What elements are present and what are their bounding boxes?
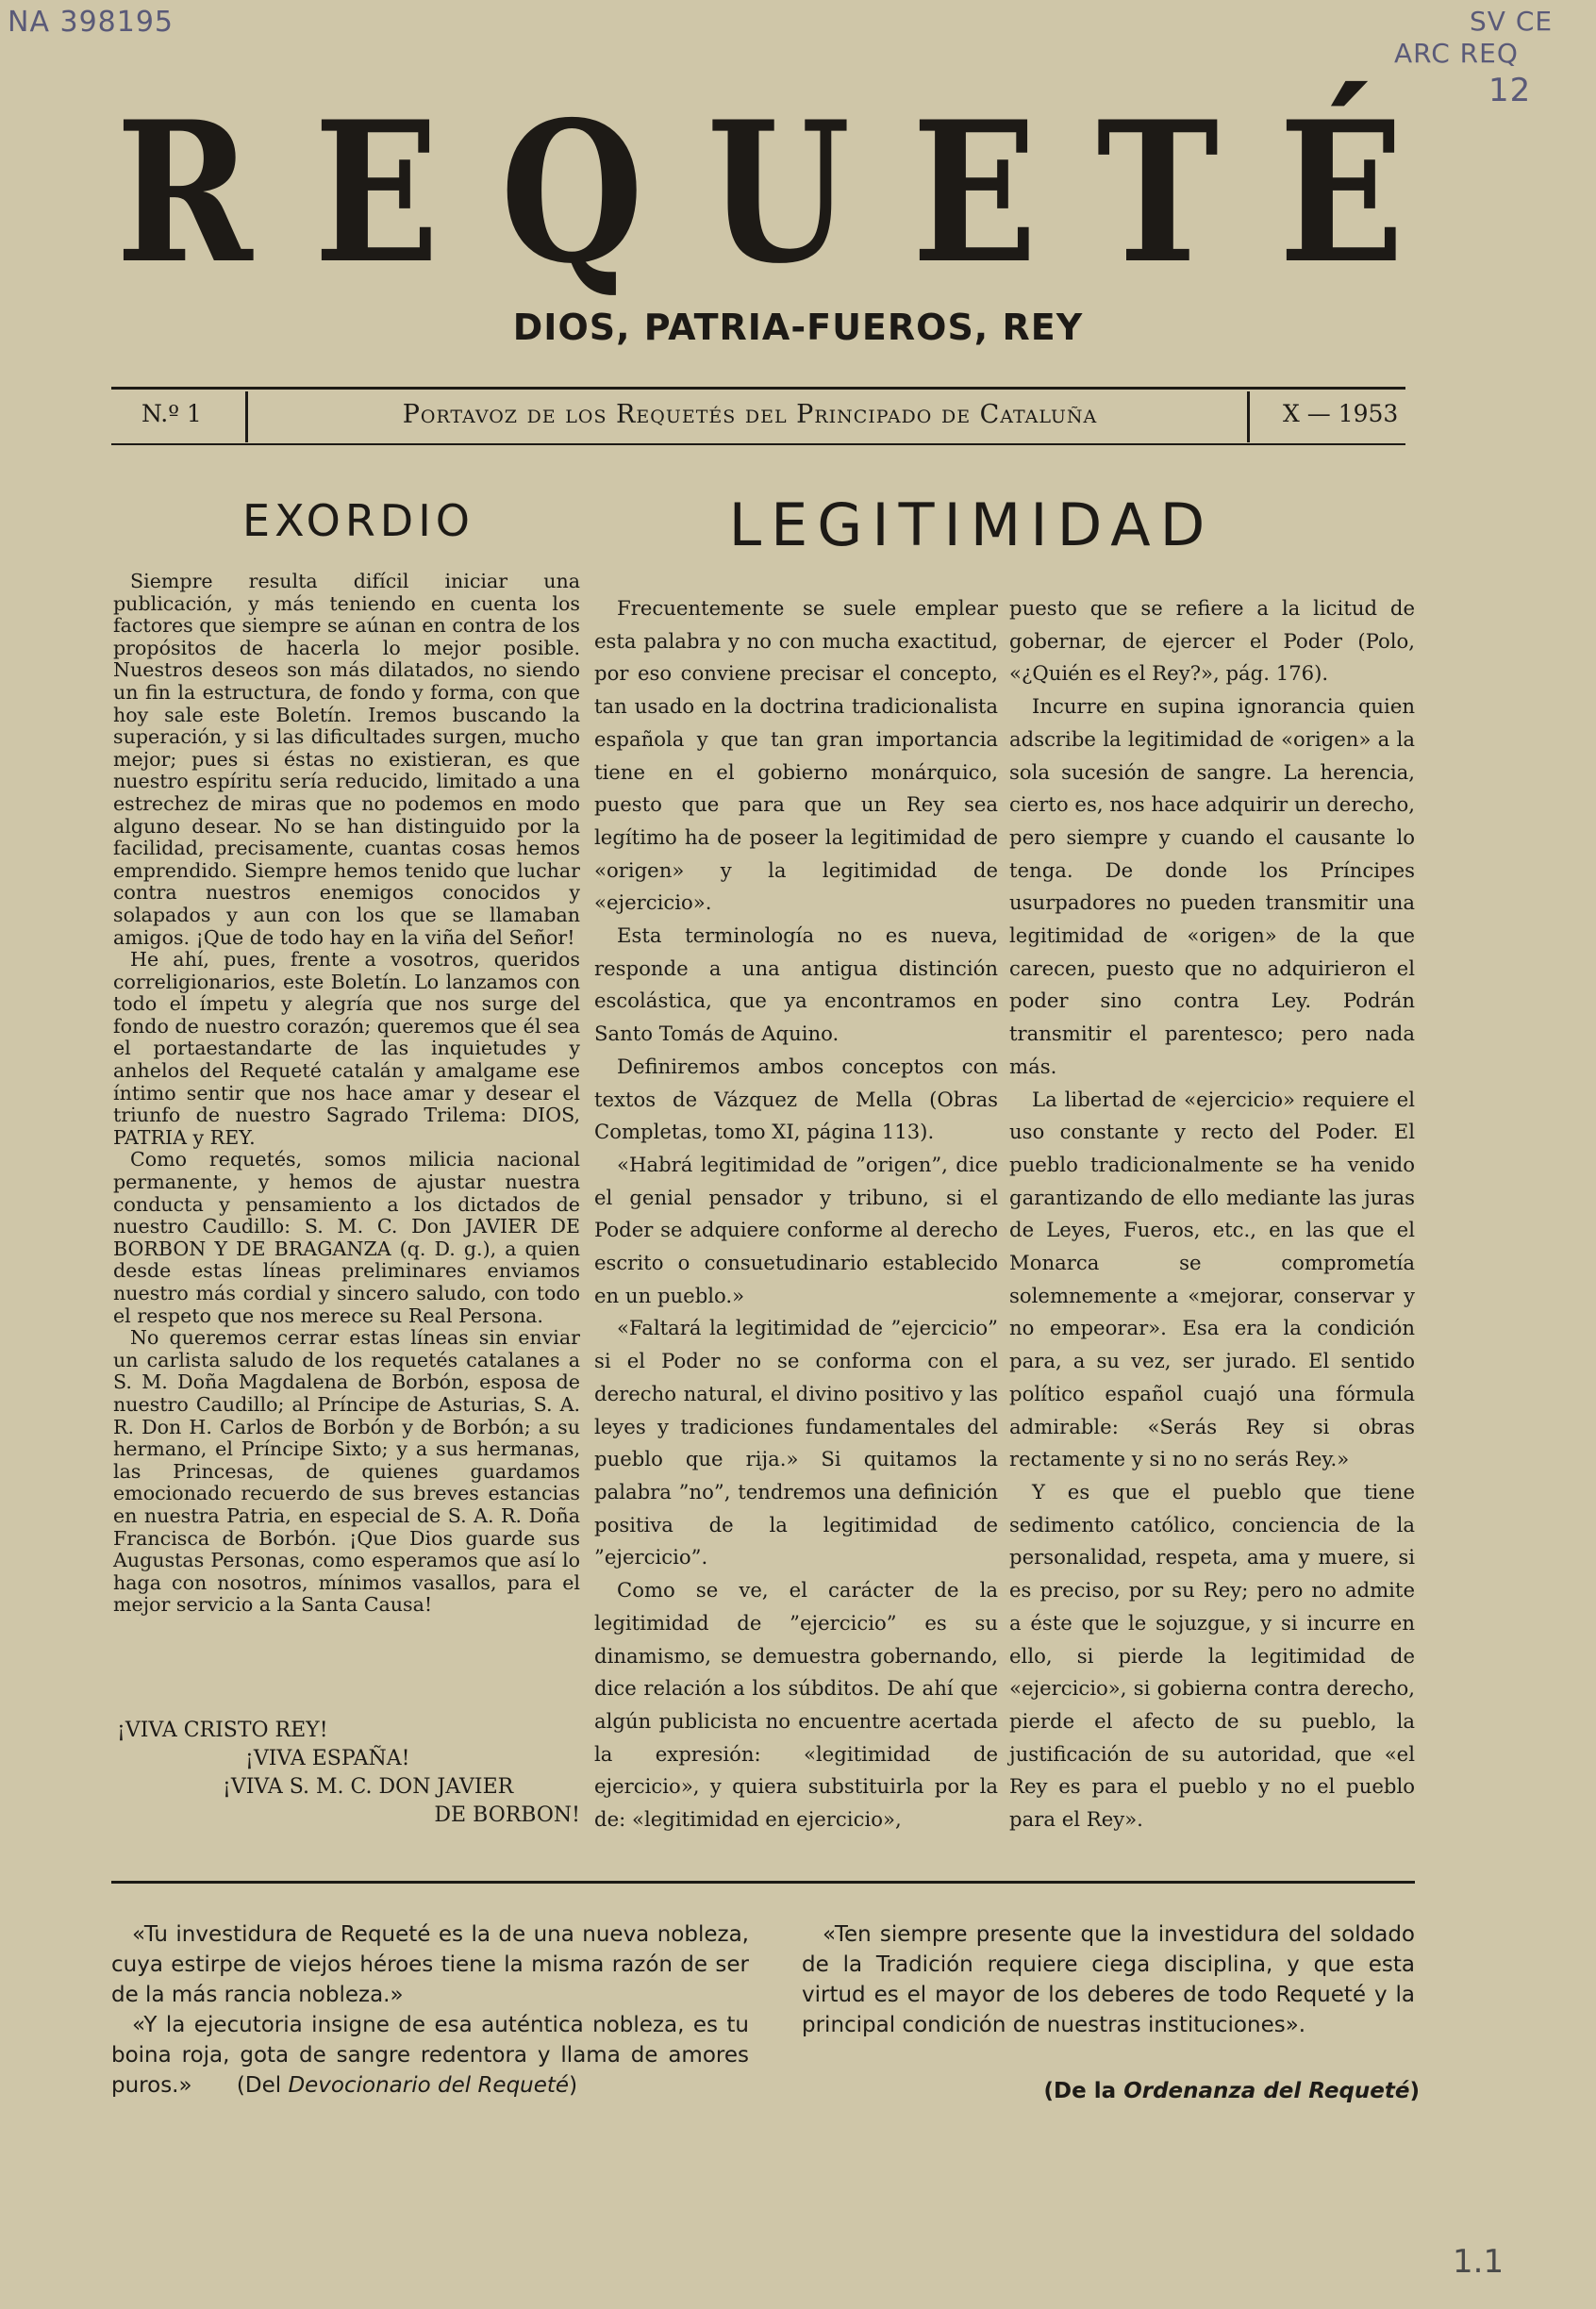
source-prefix: (De la <box>1043 2079 1117 2103</box>
paragraph: Como se ve, el carácter de la legitimidad de ”ejercicio” es su dinamismo, se demuestra gobernando, dice relación a los súbditos. De ahí que algún publicista no encuentre acertada la expresión: «legitimidad de ejercicio», y quiera substituirla por la de: «legitimidad en ejercicio», <box>594 1578 998 1832</box>
source-title: Ordenanza del Requeté <box>1123 2079 1410 2103</box>
masthead-letter: Q <box>500 80 644 307</box>
masthead-letter: E <box>911 80 1038 307</box>
quote-paragraph <box>111 2010 749 2101</box>
source-suffix: ) <box>569 2073 578 2098</box>
source-prefix: (Del <box>236 2073 282 2098</box>
issue-number: N.º 1 <box>141 400 202 427</box>
paragraph: He ahí, pues, frente a vosotros, queridos correligionarios, este Boletín. Lo lanzamos con todo el ímpetu y alegría que nos surge del fondo de nuestro corazón; queremos que él sea el portaestandarte de las inquietudes y anhelos del Requeté catalán y amalgame ese íntimo sentir que nos hace amar y desear el triunfo de nuestro Sagrado Trilema: DIOS, PATRIA y REY. <box>113 948 580 1149</box>
handwritten-page-mark: 1.1 <box>1453 2243 1505 2281</box>
divider <box>111 387 1405 390</box>
paragraph: «Faltará la legitimidad de ”ejercicio” si el Poder no se conforma con el derecho natural, el divino positivo y las leyes y tradiciones fundamentales del pueblo que rija.» Si quitamos la palabra ”no”, tendremos una definición positiva de la legitimidad de ”ejercicio”. <box>594 1316 998 1570</box>
quote-text: «Y la ejecutoria insigne de esa auténtica nobleza, es tu boina roja, gota de sangre redentora y llama de amores puros.» <box>111 2013 749 2098</box>
source-title: Devocionario del Requeté <box>288 2073 570 2098</box>
divider <box>245 391 248 442</box>
handwritten-note: ARC REQ <box>1394 38 1519 69</box>
paragraph: Frecuentemente se suele emplear esta palabra y no con mucha exactitud, por eso conviene precisar el concepto, tan usado en la doctrina tradicionalista española y que tan gran importancia tiene en el gobierno monárquico, puesto que para que un Rey sea legítimo ha de poseer la legitimidad de «origen» y la legitimidad de «ejercicio». <box>594 596 998 915</box>
source-suffix: ) <box>1409 2079 1420 2103</box>
viva-line: ¡VIVA S. M. C. DON JAVIER <box>223 1775 514 1799</box>
legitimidad-title: LEGITIMIDAD <box>728 490 1215 559</box>
quote-devocionario <box>111 1919 749 2101</box>
paragraph: Definiremos ambos conceptos con textos de Vázquez de Mella (Obras Completas, tomo XI, página 113). <box>594 1054 998 1144</box>
exordio-title: EXORDIO <box>242 495 474 546</box>
subtitle: Portavoz de los Requetés del Principado de Cataluña <box>402 400 1098 429</box>
legitimidad-column-1 <box>594 592 998 1836</box>
divider <box>1247 391 1250 442</box>
legitimidad-column-2 <box>1009 592 1415 1836</box>
catalog-number: NA 398195 <box>8 6 175 39</box>
divider <box>111 443 1405 445</box>
masthead-letter: R <box>115 80 253 307</box>
handwritten-note: 12 <box>1488 72 1532 109</box>
paragraph: Incurre en supina ignorancia quien adscribe la legitimidad de «origen» a la sola sucesión de sangre. La herencia, cierto es, nos hace adquirir un derecho, pero siempre y cuando el causante lo tenga. De donde los Príncipes usurpadores no pueden transmitir una legitimidad de «origen» de la que carecen, puesto que no adquirieron el poder sino contra Ley. Podrán transmitir el parentesco; pero nada más. <box>1009 694 1415 1078</box>
motto: DIOS, PATRIA-FUEROS, REY <box>512 307 1084 348</box>
quote-source <box>199 2073 577 2098</box>
quote-paragraph: «Ten siempre presente que la investidura del soldado de la Tradición requiere ciega disciplina, y que esta virtud es el mayor de los deberes de todo Requeté y la principal condición de nuestras instituciones». <box>802 1922 1415 2037</box>
viva-line: ¡VIVA CRISTO REY! <box>117 1719 328 1742</box>
quote-paragraph: «Tu investidura de Requeté es la de una nueva nobleza, cuya estirpe de viejos héroes tiene la misma razón de ser de la más rancia nobleza.» <box>111 1922 749 2007</box>
paragraph: No queremos cerrar estas líneas sin enviar un carlista saludo de los requetés catalanes a S. M. Doña Magdalena de Borbón, esposa de nuestro Caudillo; al Príncipe de Asturias, S. A. R. Don H. Carlos de Borbón y de Borbón; a su hermano, el Príncipe Sixto; y a sus hermanas, las Princesas, de quienes guardamos emocionado recuerdo de sus breves estancias en nuestra Patria, en especial de S. A. R. Doña Francisca de Borbón. ¡Que Dios guarde sus Augustas Personas, como esperamos que así lo haga con nosotros, mínimos vasallos, para el mejor servicio a la Santa Causa! <box>113 1326 580 1617</box>
paragraph: Siempre resulta difícil iniciar una publicación, y más teniendo en cuenta los factores que siempre se aúnan en contra de los propósitos de hacerla lo mejor posible. Nuestros deseos son más dilatados, no siendo un fin la estructura, de fondo y forma, con que hoy sale este Boletín. Iremos buscando la superación, y si las dificultades surgen, mucho mejor; pues si éstas no existieran, es que nuestro espíritu sería reducido, limitado a una estrechez de miras que no podemos en modo alguno desear. No se han distinguido por la facilidad, precisamente, cuantas cosas hemos emprendido. Siempre hemos tenido que luchar contra nuestros enemigos conocidos y solapados y aun con los que se llamaban amigos. ¡Que de todo hay en la viña del Señor! <box>113 570 580 949</box>
paragraph: puesto que se refiere a la licitud de gobernar, de ejercer el Poder (Polo, «¿Quién es el Rey?», pág. 176). <box>1009 596 1415 686</box>
masthead-letter: E <box>313 80 440 307</box>
masthead-letter: É <box>1278 80 1405 307</box>
masthead-letter: T <box>1096 80 1220 307</box>
quote-source <box>802 2079 1420 2103</box>
vivas <box>113 1717 580 1830</box>
paragraph: Como requetés, somos milicia nacional permanente, y hemos de ajustar nuestra conducta y pensamiento a los dictados de nuestro Caudillo: S. M. C. Don JAVIER DE BORBON Y DE BRAGANZA (q. D. g.), a quien desde estas líneas preliminares enviamos nuestro más cordial y sincero saludo, con todo el respeto que nos merece su Real Persona. <box>113 1148 580 1327</box>
masthead-title <box>104 80 1415 307</box>
divider <box>111 1881 1415 1884</box>
paragraph: Esta terminología no es nueva, responde a una antigua distinción escolástica, que ya encontramos en Santo Tomás de Aquino. <box>594 923 998 1046</box>
paragraph: «Habrá legitimidad de ”origen”, dice el genial pensador y tribuno, si el Poder se adquiere conforme al derecho escrito o consuetudinario establecido en un pueblo.» <box>594 1152 998 1307</box>
viva-line: DE BORBON! <box>434 1803 580 1827</box>
paragraph: Y es que el pueblo que tiene sedimento católico, conciencia de la personalidad, respeta, ama y muere, si es preciso, por su Rey; pero no admite a éste que le sojuzgue, y si incurre en ello, si pierde la legitimidad de «ejercicio», si gobierna contra derecho, pierde el afecto de su pueblo, la justificación de su autoridad, que «el Rey es para el pueblo y no el pueblo para el Rey». <box>1009 1479 1415 1832</box>
viva-line: ¡VIVA ESPAÑA! <box>245 1747 410 1770</box>
masthead-letter: U <box>707 80 851 307</box>
paragraph: La libertad de «ejercicio» requiere el uso constante y recto del Poder. El pueblo tradicionalmente se ha venido garantizando de ello mediante las juras de Leyes, Fueros, etc., en las que el Monarca se comprometía solemnemente a «mejorar, conservar y no empeorar». Esa era la condición para, a su vez, ser jurado. El sentido político español cuajó una fórmula admirable: «Serás Rey si obras rectamente y si no no serás Rey.» <box>1009 1087 1415 1471</box>
issue-date: X — 1953 <box>1283 400 1399 427</box>
exordio-column <box>113 571 580 1617</box>
handwritten-note: SV CE <box>1470 6 1554 37</box>
quote-ordenanza <box>802 1919 1415 2040</box>
